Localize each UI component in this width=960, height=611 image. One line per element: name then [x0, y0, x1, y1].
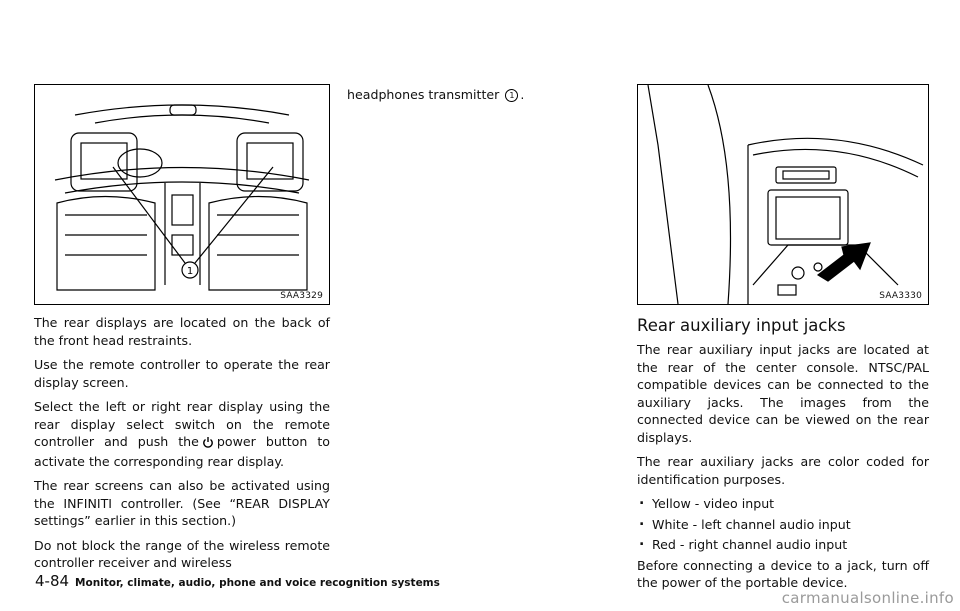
- paragraph: Use the remote controller to operate the rear display screen.: [34, 357, 330, 390]
- rear-aux-jacks-illustration: [638, 85, 928, 304]
- figure-rear-displays: [34, 84, 330, 305]
- paragraph: The rear screens can also be activated using the INFINITI controller. (See “REAR DISPLAY settings” earlier in this section.): [34, 478, 330, 528]
- section-heading: Rear auxiliary input jacks: [637, 316, 846, 335]
- right-column: [637, 341, 929, 599]
- paragraph: Before connecting a device to a jack, turn off the power of the portable device.: [637, 557, 929, 590]
- page-footer: [35, 571, 440, 590]
- page-number: 4-84: [35, 572, 70, 590]
- paragraph-text: power button to activate the corresponding rear display.: [34, 434, 330, 469]
- left-column: [34, 314, 330, 579]
- paragraph: Do not block the range of the wireless remote controller receiver and wireless: [34, 537, 330, 570]
- paragraph-text: headphones transmitter: [347, 87, 500, 102]
- list-item: . Red - right channel audio input: [637, 536, 929, 554]
- rear-displays-illustration: [35, 85, 329, 304]
- jack-color-list: [637, 495, 929, 554]
- figure-code: SAA3329: [280, 291, 323, 301]
- watermark: carmanualsonline.info: [781, 589, 954, 607]
- list-item: . Yellow - video input: [637, 495, 929, 513]
- paragraph-text: Select the left or right rear display using the rear display select switch on the remote controller and push the: [34, 399, 330, 449]
- middle-column: [347, 86, 617, 111]
- paragraph-text: .: [520, 87, 525, 102]
- callout-number: 1: [505, 89, 518, 102]
- paragraph: The rear auxiliary input jacks are located at the rear of the center console. NTSC/PAL compatible devices can be connected to the auxiliary jacks. The images from the connected device can be viewed on the rear displays.: [637, 342, 929, 445]
- figure-rear-aux-jacks: [637, 84, 929, 305]
- paragraph: The rear displays are located on the back of the front head restraints.: [34, 315, 330, 348]
- paragraph: The rear auxiliary jacks are color coded for identification purposes.: [637, 454, 929, 487]
- list-item: . White - left channel audio input: [637, 516, 929, 534]
- paragraph: [34, 398, 330, 470]
- section-title: Monitor, climate, audio, phone and voice recognition systems: [75, 577, 440, 589]
- figure-code: SAA3330: [879, 291, 922, 301]
- figure-callout-label: 1: [186, 266, 194, 277]
- power-icon: [202, 435, 214, 453]
- paragraph: [347, 86, 617, 104]
